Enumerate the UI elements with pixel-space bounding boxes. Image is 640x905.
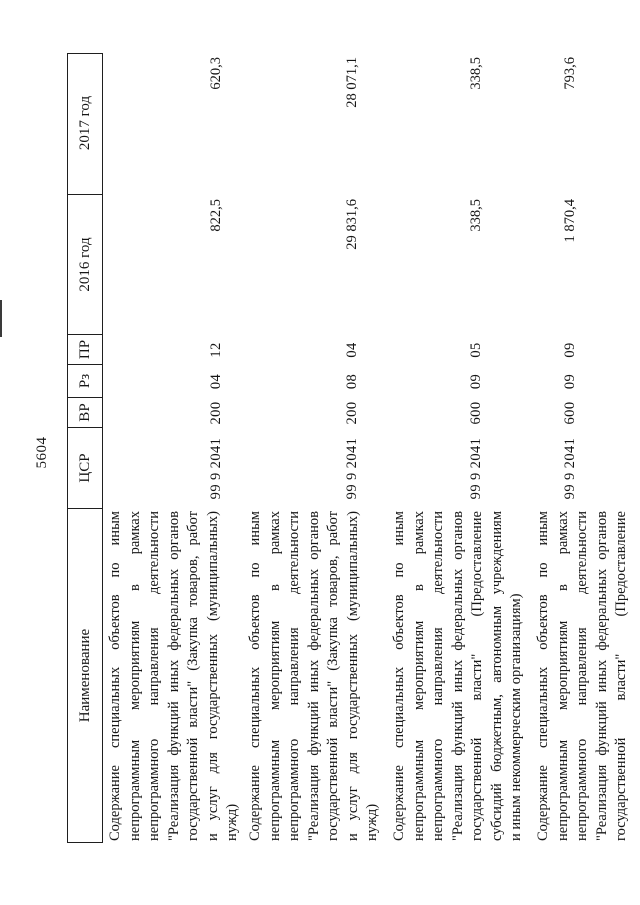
- table-header-row: [67, 53, 103, 843]
- cell-2017: 28 071,1: [344, 57, 360, 108]
- scan-edge-artifact: [0, 300, 2, 337]
- cell-vr: 200: [344, 401, 360, 425]
- name-line: и услуг для государственных (муниципальных): [204, 511, 221, 841]
- cell-vr: 200: [208, 401, 224, 425]
- name-line: непрограммным мероприятиям в рамках: [554, 511, 571, 841]
- cell-pr: 09: [562, 342, 578, 358]
- name-line: государственной власти" (Закупка товаров, работ: [325, 511, 341, 841]
- cell-csr: 99 9 2041: [344, 437, 360, 500]
- cell-2016: 1 870,4: [562, 199, 578, 243]
- name-line: государственной власти" (Предоставление: [469, 511, 485, 841]
- cell-name: [390, 511, 527, 841]
- page-number: 5604: [34, 436, 50, 469]
- name-line: "Реализация функций иных федеральных органов: [449, 511, 466, 841]
- cell-2016: 822,5: [208, 199, 224, 232]
- name-line: субсидий бюджетным, автономным учреждениям: [488, 511, 505, 841]
- name-line: непрограммным мероприятиям в рамках: [410, 511, 427, 841]
- table-row: [534, 53, 640, 843]
- cell-2017: 338,5: [468, 57, 484, 90]
- name-line: нужд): [224, 803, 240, 841]
- name-line: непрограммного направления деятельности: [430, 511, 446, 841]
- name-line: государственной власти" (Закупка товаров, работ: [185, 511, 201, 841]
- cell-name: [246, 511, 383, 841]
- cell-vr: 600: [468, 401, 484, 425]
- name-line: Содержание специальных объектов по иным: [107, 511, 123, 841]
- cell-rz: 08: [344, 373, 360, 390]
- cell-csr: 99 9 2041: [562, 437, 578, 500]
- cell-rz: 09: [468, 373, 484, 390]
- table-row: [246, 53, 386, 843]
- cell-2016: 338,5: [468, 199, 484, 232]
- name-line: и услуг для государственных (муниципальных): [344, 511, 361, 841]
- name-line: "Реализация функций иных федеральных органов: [305, 511, 322, 841]
- cell-2017: 793,6: [562, 57, 578, 90]
- cell-csr: 99 9 2041: [468, 437, 484, 500]
- cell-name: [534, 511, 632, 841]
- name-line: Содержание специальных объектов по иным: [247, 511, 263, 841]
- name-line: непрограммного направления деятельности: [574, 511, 590, 841]
- table-row: [390, 53, 530, 843]
- name-line: нужд): [364, 803, 380, 841]
- cell-2016: 29 831,6: [344, 199, 360, 250]
- header-cell-csr: ЦСР: [68, 427, 102, 508]
- cell-2017: 620,3: [208, 57, 224, 90]
- header-cell-rz: Рз: [68, 364, 102, 397]
- name-line: государственной власти" (Предоставление: [613, 511, 629, 841]
- cell-csr: 99 9 2041: [208, 437, 224, 500]
- name-line: непрограммным мероприятиям в рамках: [126, 511, 143, 841]
- header-cell-2016: 2016 год: [68, 194, 102, 334]
- cell-rz: 04: [208, 373, 224, 390]
- cell-pr: 05: [468, 342, 484, 358]
- name-line: и иным некоммерческим организациям): [508, 593, 524, 841]
- budget-table: [67, 53, 640, 843]
- cell-pr: 04: [344, 342, 360, 358]
- name-line: непрограммным мероприятиям в рамках: [266, 511, 283, 841]
- cell-rz: 09: [562, 373, 578, 390]
- name-line: Содержание специальных объектов по иным: [535, 511, 551, 841]
- name-line: "Реализация функций иных федеральных органов: [165, 511, 182, 841]
- header-cell-name: Наименование: [68, 508, 102, 842]
- header-cell-pr: ПР: [68, 334, 102, 364]
- cell-vr: 600: [562, 401, 578, 425]
- table-row: [106, 53, 246, 843]
- name-line: непрограммного направления деятельности: [146, 511, 162, 841]
- header-cell-2017: 2017 год: [76, 95, 93, 151]
- cell-pr: 12: [208, 342, 224, 358]
- name-line: "Реализация функций иных федеральных органов: [593, 511, 610, 841]
- name-line: непрограммного направления деятельности: [286, 511, 302, 841]
- cell-name: [106, 511, 243, 841]
- name-line: Содержание специальных объектов по иным: [391, 511, 407, 841]
- header-cell-vr: ВР: [68, 397, 102, 427]
